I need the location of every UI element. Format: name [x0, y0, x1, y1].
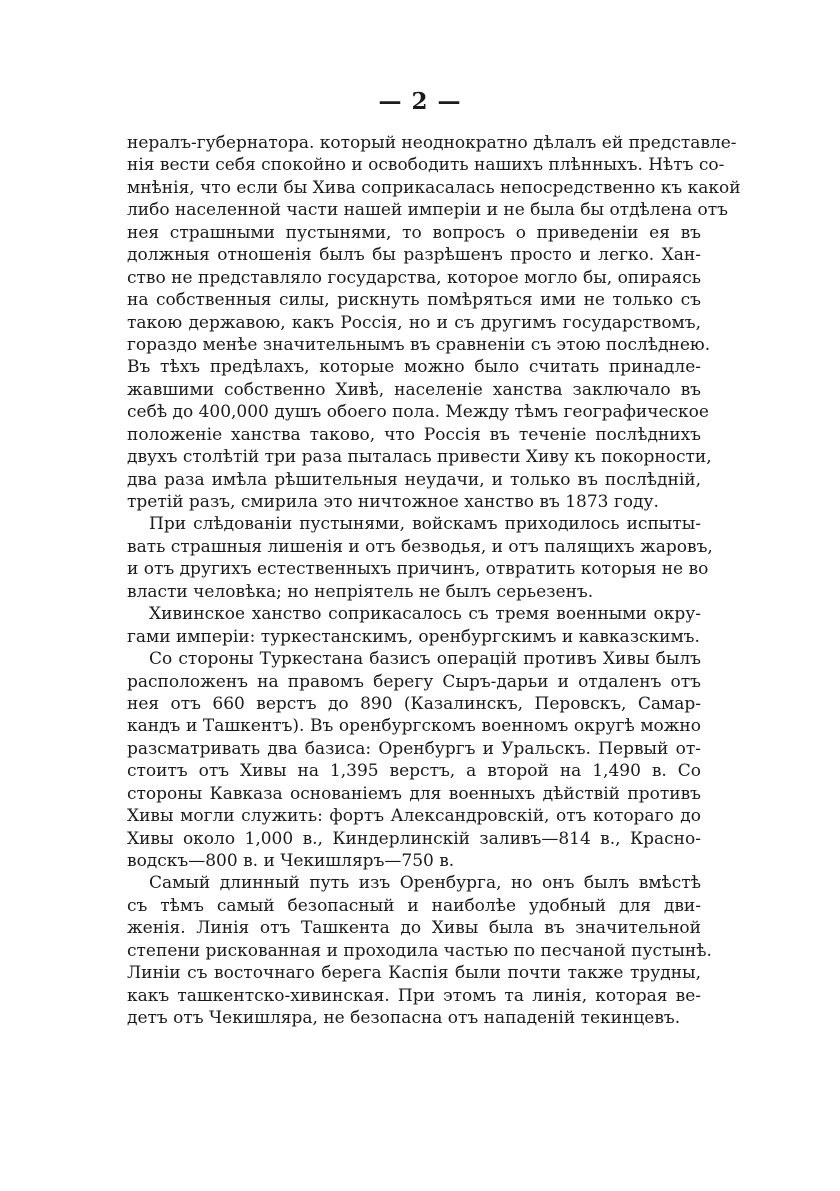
text-line: двухъ столѣтій три раза пыталась привести Хиву къ покорности, [127, 447, 712, 468]
text-line: два раза имѣла рѣшительныя неудачи, и только въ послѣдній, [127, 469, 701, 490]
text-line: гами имперіи: туркестанскимъ, оренбургскимъ и кавказскимъ. [127, 626, 700, 647]
body-text [127, 132, 741, 1030]
text-line: разсматривать два базиса: Оренбургъ и Уральскъ. Первый от- [127, 738, 701, 759]
text-line: себѣ до 400,000 душъ обоего пола. Между тѣмъ географическое [127, 402, 709, 423]
text-line: ство не представляло государства, которое могло бы, опираясь [127, 267, 701, 288]
text-line: Со стороны Туркестана базисъ операцій противъ Хивы былъ [149, 649, 701, 670]
text-line: Хивы могли служить: фортъ Александровскій, отъ котораго до [127, 806, 701, 827]
text-line: Хивы около 1,000 в., Киндерлинскій заливъ—814 в., Красно- [127, 828, 701, 849]
text-line: детъ отъ Чекишляра, не безопасна отъ нападеній текинцевъ. [127, 1008, 681, 1029]
text-line: нея отъ 660 верстъ до 890 (Казалинскъ, Перовскъ, Самар- [127, 693, 701, 714]
text-line: стороны Кавказа основаніемъ для военныхъ дѣйствій противъ [127, 783, 701, 804]
text-line: такою державою, какъ Россія, но и съ другимъ государствомъ, [127, 312, 701, 333]
text-line: третій разъ, смирила это ничтожное ханство въ 1873 году. [127, 492, 659, 512]
text-line: Самый длинный путь изъ Оренбурга, но онъ былъ вмѣстѣ [149, 873, 701, 894]
text-line: стоитъ отъ Хивы на 1,395 верстъ, а второй на 1,490 в. Со [127, 761, 701, 782]
text-line: женія. Линія отъ Ташкента до Хивы была въ значительной [127, 918, 701, 939]
text-line: жавшими собственно Хивѣ, населеніе ханства заключало въ [127, 379, 701, 400]
page-number: — 2 — [378, 88, 462, 115]
text-line: съ тѣмъ самый безопасный и наиболѣе удобный для дви- [127, 895, 701, 916]
text-line: нія вести себя спокойно и освободить нашихъ плѣнныхъ. Нѣтъ со- [127, 155, 725, 176]
text-line: нералъ-губернатора. который неоднократно дѣлалъ ей представле- [127, 133, 737, 153]
text-line: водскъ—800 в. и Чекишляръ—750 в. [127, 851, 455, 871]
text-line: какъ ташкентско-хивинская. При этомъ та линія, которая ве- [127, 985, 701, 1006]
text-line: При слѣдованіи пустынями, войскамъ приходилось испыты- [149, 514, 701, 535]
text-line: либо населенной части нашей имперіи и не была бы отдѣлена отъ [127, 200, 728, 221]
text-line: власти человѣка; но непріятель не былъ серьезенъ. [127, 581, 594, 602]
text-line: расположенъ на правомъ берегу Сыръ-дарьи и отдаленъ отъ [127, 671, 701, 692]
text-line: и отъ другихъ естественныхъ причинъ, отвратить которыя не во [127, 559, 709, 580]
text-line: мнѣнія, что если бы Хива соприкасалась непосредственно къ какой [127, 177, 741, 198]
text-line: на собственныя силы, рискнуть помѣряться ими не только съ [127, 290, 701, 311]
text-line: кандъ и Ташкентъ). Въ оренбургскомъ военномъ округѣ можно [127, 716, 701, 737]
text-line: степени рискованная и проходила частью по песчаной пустынѣ. [127, 940, 712, 961]
text-line: Въ тѣхъ предѣлахъ, которые можно было считать принадле- [127, 357, 701, 378]
text-line: гораздо менѣе значительнымъ въ сравненіи съ этою послѣднею. [127, 334, 711, 355]
text-line: вать страшныя лишенія и отъ безводья, и отъ палящихъ жаровъ, [127, 536, 713, 557]
text-line: должныя отношенія былъ бы разрѣшенъ просто и легко. Хан- [127, 245, 701, 266]
text-line: Линіи съ восточнаго берега Каспія были почти также трудны, [127, 963, 701, 984]
text-line: положеніе ханства таково, что Россія въ теченіе послѣднихъ [127, 424, 701, 445]
text-line: Хивинское ханство соприкасалось съ тремя военными окру- [149, 604, 701, 625]
text-line: нея страшными пустынями, то вопросъ о приведеніи ея въ [127, 222, 701, 243]
